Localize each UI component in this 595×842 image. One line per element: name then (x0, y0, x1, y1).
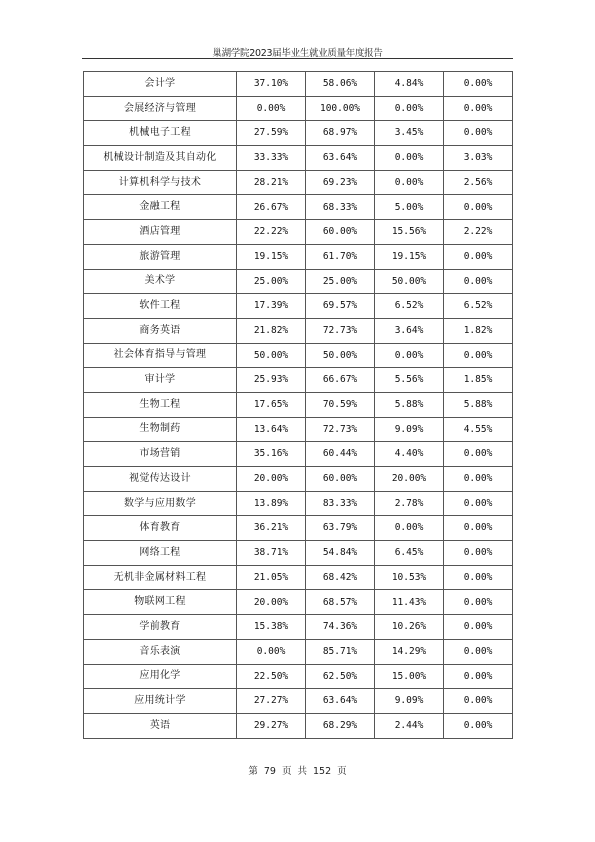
table-row (84, 467, 513, 492)
percentage-cell: 27.59% (237, 121, 306, 146)
percentage-cell: 0.00% (444, 244, 513, 269)
percentage-cell: 63.64% (306, 146, 375, 171)
percentage-cell: 74.36% (306, 615, 375, 640)
percentage-cell: 1.85% (444, 368, 513, 393)
percentage-cell: 0.00% (444, 639, 513, 664)
percentage-cell: 4.40% (375, 442, 444, 467)
percentage-cell: 22.22% (237, 220, 306, 245)
percentage-cell: 17.39% (237, 294, 306, 319)
percentage-cell: 25.00% (306, 269, 375, 294)
table-row (84, 244, 513, 269)
percentage-cell: 37.10% (237, 72, 306, 97)
table-row (84, 96, 513, 121)
percentage-cell: 0.00% (444, 343, 513, 368)
percentage-cell: 2.56% (444, 170, 513, 195)
percentage-cell: 100.00% (306, 96, 375, 121)
percentage-cell: 0.00% (444, 269, 513, 294)
major-name-cell: 旅游管理 (84, 244, 237, 269)
table-row (84, 713, 513, 738)
percentage-cell: 9.09% (375, 417, 444, 442)
major-name-cell: 机械设计制造及其自动化 (84, 146, 237, 171)
percentage-cell: 20.00% (237, 590, 306, 615)
percentage-cell: 29.27% (237, 713, 306, 738)
percentage-cell: 21.05% (237, 565, 306, 590)
percentage-cell: 0.00% (375, 343, 444, 368)
percentage-cell: 0.00% (444, 565, 513, 590)
table-row (84, 590, 513, 615)
percentage-cell: 68.33% (306, 195, 375, 220)
percentage-cell: 11.43% (375, 590, 444, 615)
major-name-cell: 计算机科学与技术 (84, 170, 237, 195)
major-name-cell: 机械电子工程 (84, 121, 237, 146)
major-name-cell: 无机非金属材料工程 (84, 565, 237, 590)
major-name-cell: 商务英语 (84, 318, 237, 343)
percentage-cell: 0.00% (444, 689, 513, 714)
major-name-cell: 美术学 (84, 269, 237, 294)
percentage-cell: 25.00% (237, 269, 306, 294)
percentage-cell: 0.00% (375, 516, 444, 541)
percentage-cell: 6.52% (375, 294, 444, 319)
major-name-cell: 审计学 (84, 368, 237, 393)
table-row (84, 516, 513, 541)
footer-total-word: 共 (297, 766, 307, 777)
major-name-cell: 体育教育 (84, 516, 237, 541)
table-row (84, 121, 513, 146)
table-row (84, 368, 513, 393)
percentage-cell: 68.29% (306, 713, 375, 738)
table-row (84, 294, 513, 319)
running-header: 巢湖学院2023届毕业生就业质量年度报告 (212, 48, 383, 59)
percentage-cell: 0.00% (375, 146, 444, 171)
percentage-cell: 13.64% (237, 417, 306, 442)
percentage-cell: 10.53% (375, 565, 444, 590)
table-row (84, 417, 513, 442)
header-rule (82, 58, 513, 59)
percentage-cell: 3.64% (375, 318, 444, 343)
table-row (84, 442, 513, 467)
percentage-cell: 68.42% (306, 565, 375, 590)
table-row (84, 318, 513, 343)
percentage-cell: 0.00% (444, 664, 513, 689)
percentage-cell: 4.84% (375, 72, 444, 97)
percentage-cell: 0.00% (444, 615, 513, 640)
percentage-cell: 17.65% (237, 392, 306, 417)
major-name-cell: 音乐表演 (84, 639, 237, 664)
major-name-cell: 金融工程 (84, 195, 237, 220)
percentage-cell: 62.50% (306, 664, 375, 689)
table-row (84, 195, 513, 220)
percentage-cell: 1.82% (444, 318, 513, 343)
major-name-cell: 酒店管理 (84, 220, 237, 245)
percentage-cell: 33.33% (237, 146, 306, 171)
percentage-cell: 0.00% (444, 96, 513, 121)
major-name-cell: 网络工程 (84, 541, 237, 566)
page-footer (0, 763, 595, 777)
percentage-cell: 13.89% (237, 491, 306, 516)
percentage-cell: 0.00% (444, 590, 513, 615)
percentage-cell: 68.57% (306, 590, 375, 615)
percentage-cell: 0.00% (237, 96, 306, 121)
major-distribution-table (83, 71, 513, 739)
major-name-cell: 会计学 (84, 72, 237, 97)
major-name-cell: 市场营销 (84, 442, 237, 467)
percentage-cell: 0.00% (444, 121, 513, 146)
percentage-cell: 66.67% (306, 368, 375, 393)
percentage-cell: 20.00% (237, 467, 306, 492)
percentage-cell: 0.00% (444, 195, 513, 220)
table-row (84, 170, 513, 195)
table-row (84, 343, 513, 368)
table-row (84, 615, 513, 640)
major-name-cell: 会展经济与管理 (84, 96, 237, 121)
percentage-cell: 63.64% (306, 689, 375, 714)
percentage-cell: 0.00% (444, 713, 513, 738)
percentage-cell: 0.00% (375, 96, 444, 121)
percentage-cell: 5.00% (375, 195, 444, 220)
major-name-cell: 应用统计学 (84, 689, 237, 714)
percentage-cell: 0.00% (444, 516, 513, 541)
percentage-cell: 50.00% (306, 343, 375, 368)
percentage-cell: 27.27% (237, 689, 306, 714)
percentage-cell: 60.00% (306, 220, 375, 245)
percentage-cell: 54.84% (306, 541, 375, 566)
percentage-cell: 2.44% (375, 713, 444, 738)
percentage-cell: 58.06% (306, 72, 375, 97)
percentage-cell: 2.78% (375, 491, 444, 516)
table-row (84, 565, 513, 590)
table-row (84, 689, 513, 714)
percentage-cell: 61.70% (306, 244, 375, 269)
footer-prefix: 第 (248, 766, 258, 777)
percentage-cell: 21.82% (237, 318, 306, 343)
percentage-cell: 25.93% (237, 368, 306, 393)
table-row (84, 541, 513, 566)
percentage-cell: 22.50% (237, 664, 306, 689)
major-name-cell: 生物工程 (84, 392, 237, 417)
percentage-cell: 15.56% (375, 220, 444, 245)
percentage-cell: 19.15% (237, 244, 306, 269)
table-row (84, 392, 513, 417)
percentage-cell: 3.03% (444, 146, 513, 171)
major-name-cell: 生物制药 (84, 417, 237, 442)
major-name-cell: 学前教育 (84, 615, 237, 640)
percentage-cell: 72.73% (306, 318, 375, 343)
percentage-cell: 15.38% (237, 615, 306, 640)
table-row (84, 491, 513, 516)
percentage-cell: 50.00% (237, 343, 306, 368)
major-name-cell: 视觉传达设计 (84, 467, 237, 492)
table-row (84, 639, 513, 664)
percentage-cell: 5.56% (375, 368, 444, 393)
major-name-cell: 英语 (84, 713, 237, 738)
percentage-cell: 0.00% (237, 639, 306, 664)
percentage-cell: 0.00% (444, 467, 513, 492)
percentage-cell: 85.71% (306, 639, 375, 664)
percentage-cell: 72.73% (306, 417, 375, 442)
percentage-cell: 36.21% (237, 516, 306, 541)
percentage-cell: 5.88% (375, 392, 444, 417)
percentage-cell: 3.45% (375, 121, 444, 146)
table-body (84, 72, 513, 739)
percentage-cell: 28.21% (237, 170, 306, 195)
percentage-cell: 15.00% (375, 664, 444, 689)
percentage-cell: 63.79% (306, 516, 375, 541)
percentage-cell: 38.71% (237, 541, 306, 566)
percentage-cell: 20.00% (375, 467, 444, 492)
major-name-cell: 物联网工程 (84, 590, 237, 615)
major-name-cell: 数学与应用数学 (84, 491, 237, 516)
percentage-cell: 4.55% (444, 417, 513, 442)
percentage-cell: 0.00% (444, 491, 513, 516)
percentage-cell: 69.57% (306, 294, 375, 319)
footer-current-page: 79 (263, 766, 276, 777)
table-row (84, 269, 513, 294)
percentage-cell: 26.67% (237, 195, 306, 220)
percentage-cell: 70.59% (306, 392, 375, 417)
major-name-cell: 应用化学 (84, 664, 237, 689)
footer-page-word: 页 (281, 766, 292, 777)
percentage-cell: 6.52% (444, 294, 513, 319)
table-row (84, 220, 513, 245)
percentage-cell: 0.00% (444, 541, 513, 566)
percentage-cell: 10.26% (375, 615, 444, 640)
table-row (84, 72, 513, 97)
percentage-cell: 9.09% (375, 689, 444, 714)
footer-total-pages: 152 (312, 766, 332, 777)
major-name-cell: 软件工程 (84, 294, 237, 319)
percentage-cell: 14.29% (375, 639, 444, 664)
percentage-cell: 6.45% (375, 541, 444, 566)
percentage-cell: 35.16% (237, 442, 306, 467)
major-name-cell: 社会体育指导与管理 (84, 343, 237, 368)
table-row (84, 146, 513, 171)
percentage-cell: 83.33% (306, 491, 375, 516)
percentage-cell: 0.00% (444, 442, 513, 467)
percentage-cell: 0.00% (444, 72, 513, 97)
percentage-cell: 5.88% (444, 392, 513, 417)
table-row (84, 664, 513, 689)
percentage-cell: 69.23% (306, 170, 375, 195)
footer-suffix: 页 (337, 766, 347, 777)
percentage-cell: 0.00% (375, 170, 444, 195)
percentage-cell: 50.00% (375, 269, 444, 294)
percentage-cell: 68.97% (306, 121, 375, 146)
percentage-cell: 60.44% (306, 442, 375, 467)
percentage-cell: 2.22% (444, 220, 513, 245)
percentage-cell: 19.15% (375, 244, 444, 269)
percentage-cell: 60.00% (306, 467, 375, 492)
